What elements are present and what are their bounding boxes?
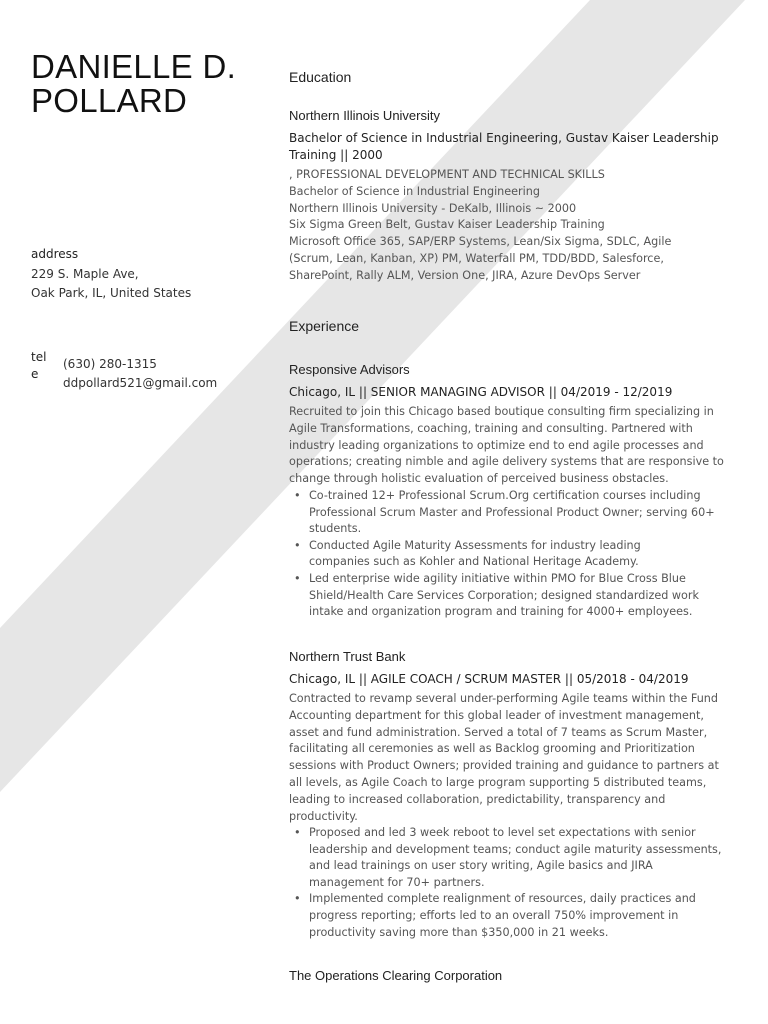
education-detail-line: SharePoint, Rally ALM, Version One, JIRA, Azure DevOps Server xyxy=(289,268,641,282)
job-bullets xyxy=(289,488,729,621)
bullet-line: intake and organization program and training for 4000+ employees. xyxy=(309,605,693,619)
bullet-line: and lead trainings on user story writing, Agile basics and JIRA xyxy=(309,859,653,873)
education-details xyxy=(289,167,729,285)
candidate-name xyxy=(31,50,236,118)
tel-label-part-1: tel xyxy=(31,350,47,364)
job-bullet xyxy=(289,488,729,538)
name-line-2: POLLARD xyxy=(31,82,188,119)
tel-label xyxy=(31,349,51,383)
experience-heading: Experience xyxy=(289,318,360,334)
education-detail-line: Six Sigma Green Belt, Gustav Kaiser Leadership Training xyxy=(289,218,605,232)
job-bullet xyxy=(289,825,729,891)
job-summary xyxy=(289,691,729,825)
job-company: The Operations Clearing Corporation xyxy=(289,968,503,983)
job-role: Chicago, IL || SENIOR MANAGING ADVISOR || 04/2019 - 12/2019 xyxy=(289,385,673,399)
job-summary-line: sessions with Product Owners; provided training and guidance to partners at xyxy=(289,759,719,773)
job-summary-line: productivity. xyxy=(289,809,358,823)
job-bullet xyxy=(289,891,729,941)
education-detail-line: (Scrum, Lean, Kanban, XP) PM, Waterfall PM, TDD/BDD, Salesforce, xyxy=(289,251,664,265)
job-summary-line: asset and fund administration. Served a total of 7 teams as Scrum Master, xyxy=(289,725,708,739)
job-summary-line: industry leading organizations to optimize end to end agile processes and xyxy=(289,438,704,452)
job-bullet xyxy=(289,571,729,621)
degree-line: Bachelor of Science in Industrial Engineering, Gustav Kaiser Leadership xyxy=(289,131,719,145)
education-degree xyxy=(289,130,729,164)
address-line-2: Oak Park, IL, United States xyxy=(31,286,192,300)
job-summary-line: all levels, as Agile Coach to large program supporting 5 distributed teams, xyxy=(289,775,707,789)
bullet-line: • Led enterprise wide agility initiative within PMO for Blue Cross Blue xyxy=(309,571,686,585)
name-line-1: DANIELLE D. xyxy=(31,48,237,85)
bullet-line: • Proposed and led 3 week reboot to level set expectations with senior xyxy=(309,826,696,839)
job-role: Chicago, IL || AGILE COACH / SCRUM MASTER || 05/2018 - 04/2019 xyxy=(289,672,689,686)
job-summary-line: Accounting department for this global leader of investment management, xyxy=(289,708,704,722)
bullet-line: management for 70+ partners. xyxy=(309,875,485,889)
education-detail-line: , PROFESSIONAL DEVELOPMENT AND TECHNICAL SKILLS xyxy=(289,168,605,181)
job-summary-line: operations; creating nimble and agile delivery systems that are responsive to xyxy=(289,455,724,469)
degree-line: Training || 2000 xyxy=(289,148,383,162)
bullet-line: leadership and development teams; conduct agile maturity assessments, xyxy=(309,842,722,856)
bullet-line: Shield/Health Care Services Corporation; designed standardized work xyxy=(309,588,699,602)
bullet-line: • Conducted Agile Maturity Assessments for industry leading xyxy=(309,538,641,552)
job-company: Responsive Advisors xyxy=(289,362,410,377)
job-summary-line: facilitating all ceremonies as well as Backlog grooming and Prioritization xyxy=(289,742,695,756)
bullet-line: • Implemented complete realignment of resources, daily practices and xyxy=(309,892,696,906)
bullet-line: • Co-trained 12+ Professional Scrum.Org certification courses including xyxy=(309,489,701,502)
job-summary-line: leading to increased collaboration, predictability, transparency and xyxy=(289,792,666,806)
bullet-line: Professional Scrum Master and Professional Product Owner; serving 60+ xyxy=(309,505,715,519)
address-label: address xyxy=(31,247,79,261)
job-company: Northern Trust Bank xyxy=(289,649,406,664)
bullet-line: companies such as Kohler and National Heritage Academy. xyxy=(309,555,639,569)
job-summary xyxy=(289,404,729,488)
job-bullets xyxy=(289,825,729,941)
education-detail-line: Microsoft Office 365, SAP/ERP Systems, Lean/Six Sigma, SDLC, Agile xyxy=(289,235,672,249)
job-summary-line: Agile Transformations, coaching, training and consulting. Partnered with xyxy=(289,421,693,435)
job-summary-line: Recruited to join this Chicago based boutique consulting firm specializing in xyxy=(289,405,714,418)
job-summary-line: change through holistic evaluation of perceived business obstacles. xyxy=(289,472,669,486)
email-address: ddpollard521@gmail.com xyxy=(63,376,218,390)
education-school: Northern Illinois University xyxy=(289,108,440,123)
education-heading: Education xyxy=(289,69,352,85)
bullet-line: productivity saving more than $350,000 in 21 weeks. xyxy=(309,925,609,939)
job-summary-line: Contracted to revamp several under-performing Agile teams within the Fund xyxy=(289,692,718,705)
education-detail-line: Bachelor of Science in Industrial Engineering xyxy=(289,184,540,198)
job-bullet xyxy=(289,538,729,571)
address-line-1: 229 S. Maple Ave, xyxy=(31,267,139,281)
phone-number: (630) 280-1315 xyxy=(63,357,157,371)
education-detail-line: Northern Illinois University - DeKalb, Illinois ~ 2000 xyxy=(289,201,577,215)
bullet-line: progress reporting; efforts led to an overall 750% improvement in xyxy=(309,908,679,922)
tel-label-part-2: e xyxy=(31,367,39,381)
bullet-line: students. xyxy=(309,522,362,536)
